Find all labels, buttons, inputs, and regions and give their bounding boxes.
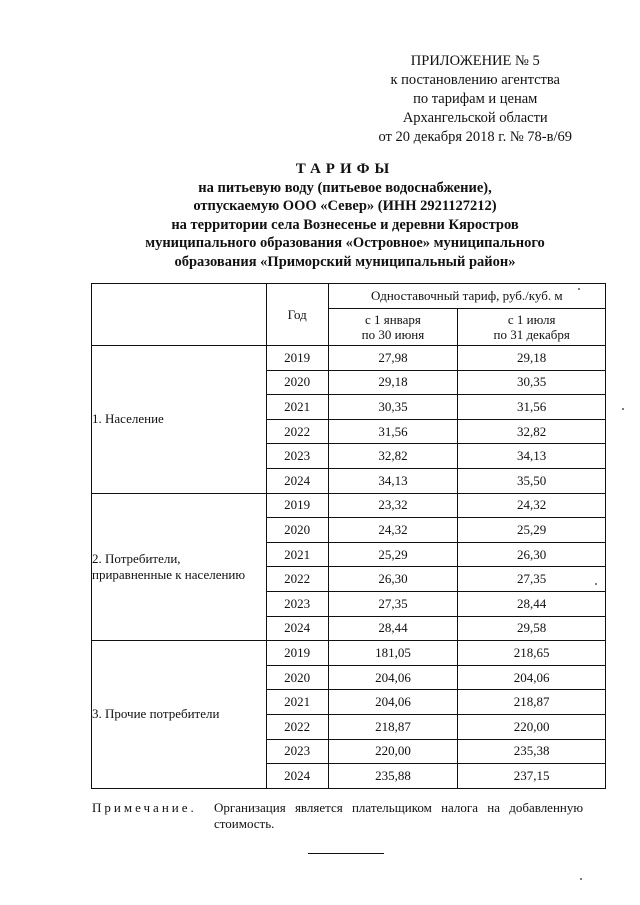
tariff-h1-cell: 181,05 <box>328 641 458 666</box>
title-line: отпускаемую ООО «Север» (ИНН 2921127212) <box>193 198 497 214</box>
tariff-h2-cell: 34,13 <box>458 444 606 469</box>
end-divider <box>308 853 384 854</box>
tariff-h1-cell: 27,35 <box>328 591 458 616</box>
appendix-ref-line: к постановлению агентства <box>390 72 560 88</box>
tariff-h2-cell: 29,18 <box>458 346 606 371</box>
year-cell: 2024 <box>266 616 328 641</box>
tariff-h2-cell: 235,38 <box>458 739 606 764</box>
scan-speck <box>580 878 582 880</box>
tariff-h1-cell: 31,56 <box>328 419 458 444</box>
year-header: Год <box>266 284 328 346</box>
category-cell <box>92 641 267 789</box>
tariff-body <box>92 346 606 789</box>
scan-speck <box>622 408 624 410</box>
tariff-h1-cell: 235,88 <box>328 764 458 789</box>
note-label: Примечание. <box>92 800 197 815</box>
appendix-ref-line: Архангельской области <box>402 110 548 126</box>
tariff-h1-cell: 204,06 <box>328 690 458 715</box>
tariff-h1-cell: 28,44 <box>328 616 458 641</box>
appendix-ref-line: по тарифам и ценам <box>413 91 538 107</box>
tariff-h2-cell: 26,30 <box>458 542 606 567</box>
tariff-h1-cell: 27,98 <box>328 346 458 371</box>
title-line: образования «Приморский муниципальный район» <box>174 253 516 270</box>
tariff-h1-cell: 29,18 <box>328 370 458 395</box>
year-cell: 2021 <box>266 690 328 715</box>
tariff-h1-cell: 32,82 <box>328 444 458 469</box>
tariff-h1-cell: 34,13 <box>328 468 458 493</box>
tariff-h2-cell: 218,87 <box>458 690 606 715</box>
tariff-h1-cell: 220,00 <box>328 739 458 764</box>
tariff-h2-cell: 27,35 <box>458 567 606 592</box>
tariff-h2-cell: 31,56 <box>458 395 606 420</box>
scan-speck <box>578 288 580 290</box>
category-label: 3. Прочие потребители <box>92 706 220 722</box>
appendix-date-line: от 20 декабря 2018 г. № 78-в/69 <box>378 129 572 145</box>
tariff-h2-cell: 32,82 <box>458 419 606 444</box>
year-cell: 2020 <box>266 518 328 543</box>
tariff-header: Одноставочный тариф, руб./куб. м <box>328 284 605 309</box>
tariff-h2-cell: 25,29 <box>458 518 606 543</box>
tariff-table <box>91 283 606 789</box>
table-row <box>92 346 606 371</box>
year-cell: 2020 <box>266 370 328 395</box>
category-header <box>92 284 267 346</box>
year-cell: 2022 <box>266 714 328 739</box>
tariff-h1-cell: 23,32 <box>328 493 458 518</box>
table-row <box>92 641 606 666</box>
period2-from: с 1 июля <box>507 312 556 327</box>
appendix-header <box>379 52 573 147</box>
year-cell: 2019 <box>266 346 328 371</box>
tariff-h2-cell: 237,15 <box>458 764 606 789</box>
year-cell: 2023 <box>266 591 328 616</box>
tariff-h2-cell: 28,44 <box>458 591 606 616</box>
tariff-h1-cell: 204,06 <box>328 665 458 690</box>
period1-from: с 1 января <box>364 312 421 327</box>
tariff-h2-cell: 35,50 <box>458 468 606 493</box>
tariff-h1-cell: 30,35 <box>328 395 458 420</box>
title-main: ТАРИФЫ <box>295 161 395 177</box>
year-cell: 2024 <box>266 468 328 493</box>
year-cell: 2022 <box>266 419 328 444</box>
year-cell: 2023 <box>266 444 328 469</box>
category-cell <box>92 346 267 494</box>
document-title <box>0 160 640 271</box>
year-cell: 2021 <box>266 395 328 420</box>
year-cell: 2023 <box>266 739 328 764</box>
tariff-h1-cell: 24,32 <box>328 518 458 543</box>
period2-header <box>458 309 606 346</box>
period1-header <box>328 309 458 346</box>
category-label: 1. Население <box>92 411 164 427</box>
tariff-h1-cell: 25,29 <box>328 542 458 567</box>
category-cell <box>92 493 267 641</box>
year-cell: 2024 <box>266 764 328 789</box>
year-cell: 2022 <box>266 567 328 592</box>
year-cell: 2019 <box>266 641 328 666</box>
year-cell: 2019 <box>266 493 328 518</box>
appendix-number: ПРИЛОЖЕНИЕ № 5 <box>410 53 540 69</box>
tariff-h2-cell: 24,32 <box>458 493 606 518</box>
year-cell: 2021 <box>266 542 328 567</box>
tariff-h2-cell: 204,06 <box>458 665 606 690</box>
note <box>92 800 604 831</box>
category-label: 2. Потребители, <box>92 550 181 566</box>
table-row <box>92 493 606 518</box>
tariff-h2-cell: 29,58 <box>458 616 606 641</box>
period2-to: по 31 декабря <box>493 327 570 342</box>
title-line: на питьевую воду (питьевое водоснабжение), <box>198 179 492 196</box>
period1-to: по 30 июня <box>361 327 425 342</box>
note-text: Организация является плательщиком налога на добавленную <box>214 800 584 815</box>
tariff-h1-cell: 26,30 <box>328 567 458 592</box>
note-text-cont: стоимость. <box>214 816 275 831</box>
title-line: на территории села Вознесенье и деревни Кяростров <box>171 216 519 233</box>
scan-speck <box>595 583 597 585</box>
category-label: приравненные к населению <box>92 566 246 582</box>
tariff-h1-cell: 218,87 <box>328 714 458 739</box>
tariff-h2-cell: 220,00 <box>458 714 606 739</box>
tariff-h2-cell: 30,35 <box>458 370 606 395</box>
title-line: муниципального образования «Островное» муниципального <box>145 235 545 251</box>
tariff-h2-cell: 218,65 <box>458 641 606 666</box>
year-cell: 2020 <box>266 665 328 690</box>
